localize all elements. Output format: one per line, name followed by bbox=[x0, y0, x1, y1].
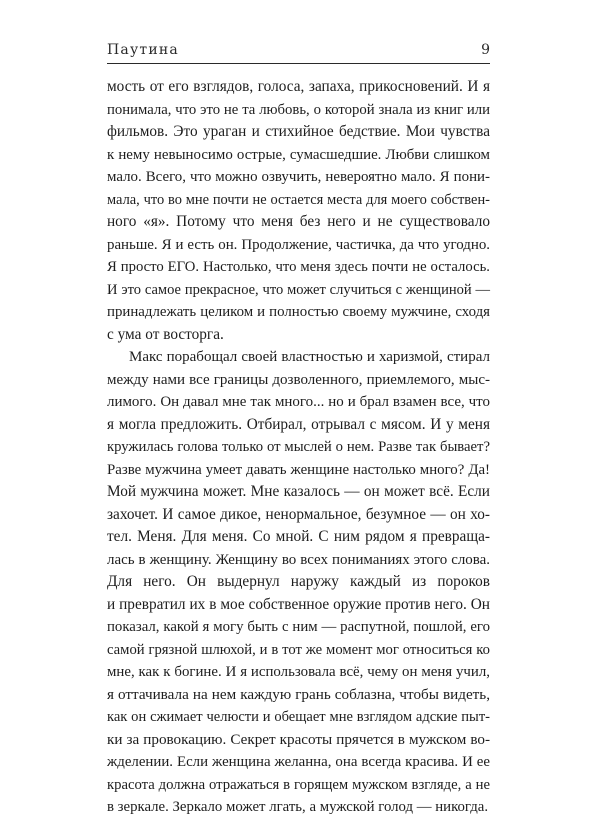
text-line: жделении. Если женщина желанна, она всегда красива. И ее bbox=[107, 754, 490, 770]
text-line: ки за провокацию. Секрет красоты прячется в мужском во- bbox=[107, 730, 490, 748]
page-number: 9 bbox=[481, 42, 490, 58]
text-line: И это самое прекрасное, что может случиться с женщиной — bbox=[107, 281, 490, 298]
text-line: самой грязной шлюхой, и в тот же момент мог относиться ко bbox=[107, 641, 490, 658]
text-line: мало. Всего, что можно озвучить, невероятно мало. Я пони- bbox=[107, 169, 490, 185]
text-line: лась в женщину. Женщину во всех пониманиях этого слова. bbox=[107, 551, 490, 568]
header-rule bbox=[107, 63, 490, 64]
text-line: захочет. И самое дикое, ненормальное, безумное — он хо- bbox=[107, 505, 490, 523]
text-line: в зеркале. Зеркало может лгать, а мужской голод — никогда. bbox=[107, 799, 489, 815]
text-line: мость от его взглядов, голоса, запаха, прикосновений. И я bbox=[107, 78, 490, 95]
text-line: принадлежать целиком и полностью своему мужчине, сходя bbox=[107, 304, 490, 320]
text-line: мала, что во мне почти не остается места для моего собствен- bbox=[107, 191, 490, 208]
text-line: кружилась голова только от мыслей о нем. Разве так бывает? bbox=[107, 439, 490, 455]
text-line: Макс порабощал своей властностью и харизмой, стирал bbox=[129, 349, 490, 365]
text-line: как он сжимает челюсти и обещает мне взглядом адские пыт- bbox=[107, 709, 490, 725]
text-line: ного «я». Потому что меня без него и не существовало bbox=[107, 213, 490, 230]
text-line: Разве мужчина умеет давать женщине настолько много? Да! bbox=[107, 461, 490, 478]
text-line: с ума от восторга. bbox=[107, 325, 224, 343]
text-line: и превратил их в мое собственное оружие против него. Он bbox=[107, 595, 490, 613]
text-line: я оттачивала на нем каждую грань соблазна, чтобы видеть, bbox=[107, 685, 490, 703]
text-line: фильмов. Это ураган и стихийное бедствие. Мои чувства bbox=[107, 123, 490, 140]
text-line: я могла предложить. Отбирал, отрывал с мясом. И у меня bbox=[107, 415, 490, 433]
text-line: Для него. Он выдернул наружу каждый из пороков bbox=[107, 573, 490, 590]
text-line: лимого. Он давал мне так много... но и брал взамен все, что bbox=[107, 394, 490, 410]
paragraph-1 bbox=[107, 76, 490, 346]
text-line: к нему невыносимо острые, сумасшедшие. Любви слишком bbox=[107, 146, 490, 163]
page-body-text bbox=[107, 76, 490, 819]
running-title: Паутина bbox=[107, 42, 179, 58]
text-line: понимала, что это не та любовь, о которой знала из книг или bbox=[107, 101, 490, 118]
text-line: Я просто ЕГО. Настолько, что меня здесь почти не осталось. bbox=[107, 259, 490, 275]
running-header bbox=[107, 38, 490, 62]
text-line: Мой мужчина может. Мне казалось — он может всё. Если bbox=[107, 483, 490, 500]
text-line: мне, как к богине. И я использовала всё, чему он меня учил, bbox=[107, 664, 490, 680]
text-line: показал, какой я могу быть с ним — распутной, пошлой, его bbox=[107, 619, 490, 635]
text-line: тел. Меня. Для меня. Со мной. С ним рядом я превращa- bbox=[107, 528, 490, 545]
text-line: красота должна отражаться в горящем мужском взгляде, а не bbox=[107, 776, 490, 793]
text-line: между нами все границы дозволенного, приемлемого, мыс- bbox=[107, 371, 490, 388]
text-line: раньше. Я и есть он. Продолжение, частичка, да что угодно. bbox=[107, 236, 490, 253]
paragraph-2 bbox=[107, 346, 490, 819]
